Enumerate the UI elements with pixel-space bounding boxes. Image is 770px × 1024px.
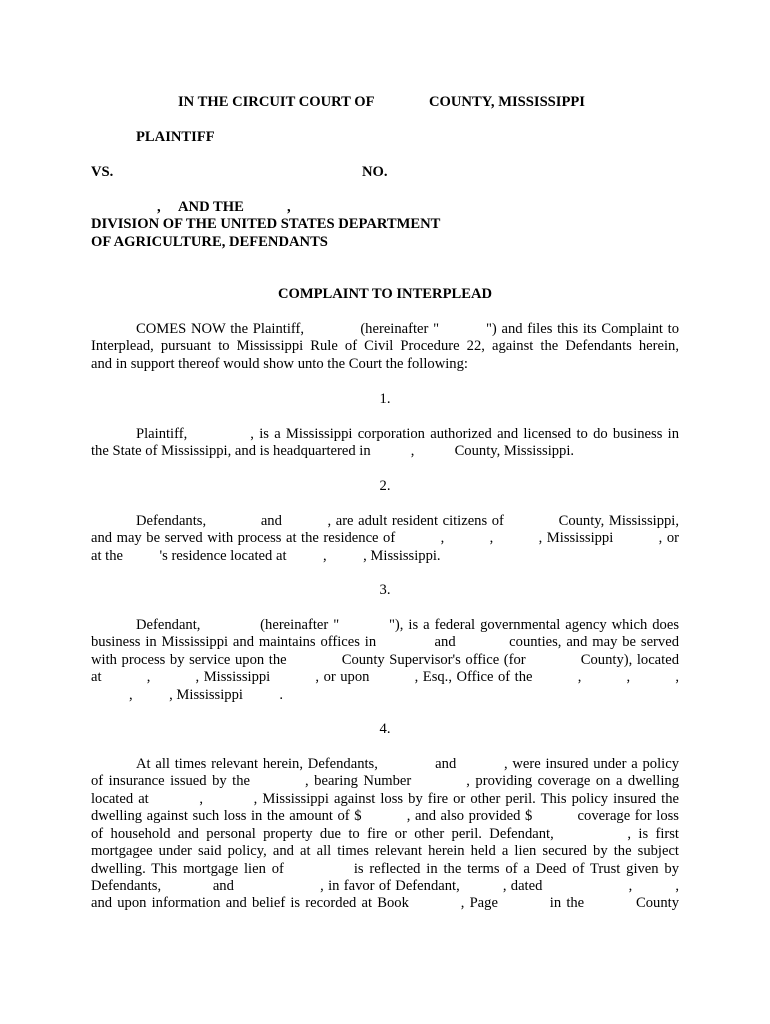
section-1-line-2: the State of Mississippi, and is headquartered in , County, Mississippi.: [91, 443, 575, 459]
section-4-line-8: Defendants, and , in favor of Defendant, , dated , ,: [91, 878, 679, 894]
intro-line-3: and in support thereof would show unto the Court the following:: [91, 356, 468, 372]
section-3-line-1: Defendant, (hereinafter " "), is a federal governmental agency which does: [136, 617, 679, 633]
section-4-line-1: At all times relevant herein, Defendants, and , were insured under a policy: [136, 756, 679, 772]
section-4-line-6: mortgagee under said policy, and at all times relevant herein held a lien secured by the subject: [91, 843, 679, 859]
court-heading-right: COUNTY, MISSISSIPPI: [429, 94, 585, 110]
vs-label: VS.: [91, 164, 114, 180]
section-3-line-5: , , Mississippi .: [129, 687, 284, 703]
court-heading-left: IN THE CIRCUIT COURT OF: [178, 94, 375, 110]
defendants-division: DIVISION OF THE UNITED STATES DEPARTMENT: [91, 216, 441, 232]
section-4-line-5: of household and personal property due to fire or other peril. Defendant, , is first: [91, 826, 679, 842]
section-4-line-4: dwelling against such loss in the amount of $ , and also provided $ coverage for loss: [91, 808, 679, 824]
section-2-line-2: and may be served with process at the residence of , , , Mississippi , or: [91, 530, 679, 546]
plaintiff-label: PLAINTIFF: [136, 129, 215, 145]
section-1-number: 1.: [379, 391, 391, 407]
defendants-comma-2: ,: [287, 199, 291, 215]
section-3-line-3: with process by service upon the County Supervisor's office (for County), located: [91, 652, 679, 668]
defendants-and-the: AND THE: [178, 199, 244, 215]
section-3-line-4: at , , Mississippi , or upon , Esq., Office of the , , ,: [91, 669, 679, 685]
section-3-number: 3.: [379, 582, 391, 598]
section-4-line-9: and upon information and belief is recorded at Book , Page in the County: [91, 895, 679, 911]
section-2-line-1: Defendants, and , are adult resident citizens of County, Mississippi,: [136, 513, 679, 529]
document-title: COMPLAINT TO INTERPLEAD: [277, 286, 493, 302]
defendants-comma: ,: [157, 199, 161, 215]
intro-line-2: Interplead, pursuant to Mississippi Rule of Civil Procedure 22, against the Defendants herein,: [91, 338, 679, 354]
section-4-line-7: dwelling. This mortgage lien of is reflected in the terms of a Deed of Trust given by: [91, 861, 679, 877]
section-2-number: 2.: [379, 478, 391, 494]
section-4-line-2: of insurance issued by the , bearing Number , providing coverage on a dwelling: [91, 773, 679, 789]
section-3-line-2: business in Mississippi and maintains offices in and counties, and may be served: [91, 634, 679, 650]
section-4-number: 4.: [379, 721, 391, 737]
intro-line-1: COMES NOW the Plaintiff, (hereinafter " ") and files this its Complaint to: [136, 321, 679, 337]
section-1-line-1: Plaintiff, , is a Mississippi corporation authorized and licensed to do business in: [136, 426, 679, 442]
defendants-agriculture: OF AGRICULTURE, DEFENDANTS: [91, 234, 328, 250]
section-4-line-3: located at , , Mississippi against loss by fire or other peril. This policy insured the: [91, 791, 679, 807]
case-number-label: NO.: [362, 164, 388, 180]
section-2-line-3: at the 's residence located at , , Mississippi.: [91, 548, 441, 564]
